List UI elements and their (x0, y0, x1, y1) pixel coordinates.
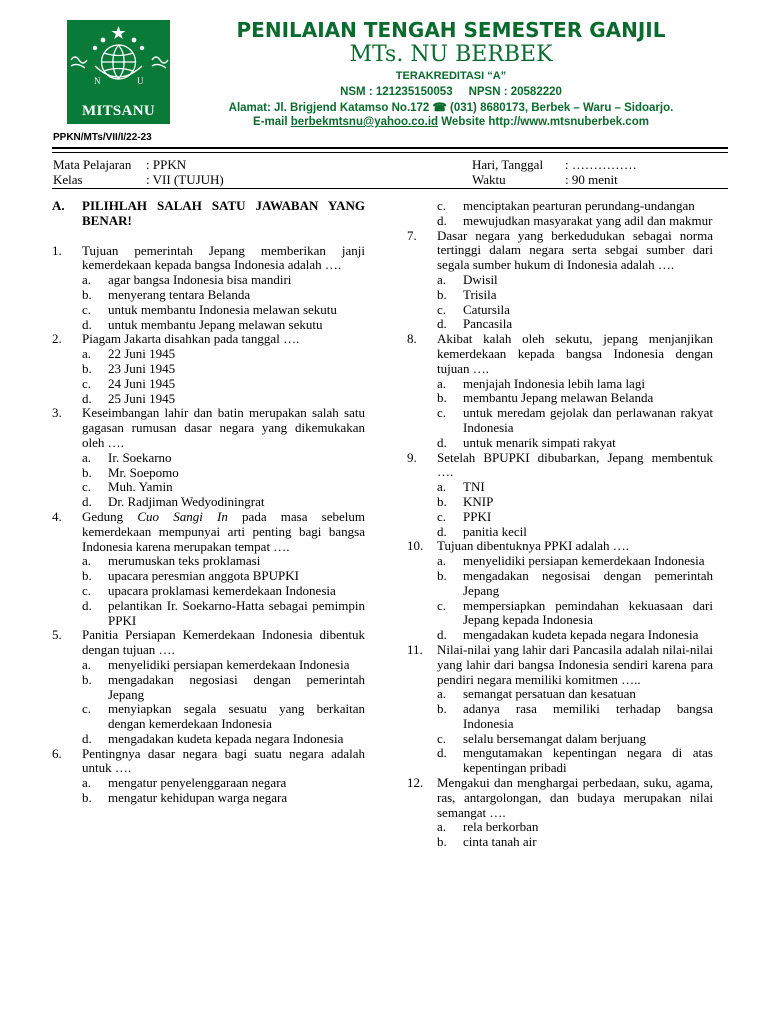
option-letter: d. (82, 597, 92, 613)
option-d[interactable] (437, 214, 713, 229)
option-c[interactable] (437, 510, 713, 525)
logo-text: MITSANU (82, 103, 155, 119)
option-b[interactable] (437, 288, 713, 303)
option-text: mempersiapkan pemindahan kekuasaan dari Jepang kepada Indonesia (463, 597, 713, 628)
option-letter: c. (437, 597, 447, 613)
option-text: TNI (463, 479, 485, 495)
option-c[interactable] (82, 584, 365, 599)
option-d[interactable] (82, 392, 365, 407)
option-letter: b. (82, 790, 92, 806)
question-number: 7. (407, 227, 417, 243)
question-7 (407, 229, 713, 273)
section-letter: A. (52, 198, 65, 213)
question-number: 8. (407, 331, 417, 347)
option-c[interactable] (82, 303, 365, 318)
option-letter: b. (437, 701, 447, 717)
subject-label: Mata Pelajaran (53, 157, 132, 172)
option-letter: a. (82, 656, 92, 672)
option-text: Ir. Soekarno (108, 449, 172, 465)
option-c[interactable] (82, 480, 365, 495)
option-text: untuk membantu Jepang melawan sekutu (108, 316, 323, 332)
option-letter: d. (437, 212, 447, 228)
left-column (52, 198, 369, 806)
option-text: PPKI (463, 508, 492, 524)
info-rule (52, 188, 728, 189)
header-rule (52, 147, 728, 149)
nsm-npsn: NSM : 121235150053 NPSN : 20582220 (340, 86, 562, 98)
question-text: Panitia Persiapan Kemerdekaan Indonesia dibentuk dengan tujuan …. (82, 627, 365, 658)
time-label: Waktu (472, 172, 506, 187)
accreditation: TERAKREDITASI “A” (395, 70, 507, 82)
option-c[interactable] (82, 702, 365, 732)
subject-value: : PPKN (146, 157, 187, 172)
school-logo (67, 20, 170, 124)
option-letter: b. (437, 834, 447, 850)
option-text: Catursila (463, 301, 510, 317)
option-letter: a. (437, 271, 447, 287)
option-c[interactable] (437, 599, 713, 629)
option-letter: d. (82, 730, 92, 746)
svg-text:U: U (137, 76, 144, 86)
option-text: mengatur penyelenggaraan negara (108, 775, 287, 791)
option-b[interactable] (437, 835, 713, 850)
option-d[interactable] (82, 599, 365, 629)
option-text: menyelidiki persiapan kemerdekaan Indonesia (108, 656, 350, 672)
option-c[interactable] (437, 732, 713, 747)
question-number: 9. (407, 449, 417, 465)
option-a[interactable] (437, 377, 713, 392)
option-text: panitia kecil (463, 523, 527, 539)
question-text-end: pada masa sebelum kemerdekaan mempunyai arti penting bagi bangsa Indonesia karena merupakan tempat …. (82, 508, 369, 554)
option-letter: c. (437, 405, 447, 421)
option-b[interactable] (437, 391, 713, 406)
question-11 (407, 643, 713, 687)
option-text: pelantikan Ir. Soekarno-Hatta sebagai pemimpin PPKI (108, 597, 365, 628)
option-letter: d. (437, 627, 447, 643)
option-text: Dwisil (463, 271, 498, 287)
option-b[interactable] (82, 466, 365, 481)
question-text: Tujuan dibentuknya PPKI adalah …. (437, 538, 629, 554)
option-letter: a. (82, 272, 92, 288)
question-number: 1. (52, 242, 62, 258)
option-d[interactable] (437, 317, 713, 332)
option-letter: a. (82, 775, 92, 791)
question-2 (52, 332, 365, 347)
question-text: Setelah BPUPKI dibubarkan, Jepang membentuk …. (437, 449, 713, 480)
option-d[interactable] (437, 628, 713, 643)
option-letter: c. (82, 582, 92, 598)
option-text: mengadakan negosiasi dengan pemerintah Jepang (108, 671, 365, 702)
option-letter: a. (82, 449, 92, 465)
question-text: Nilai-nilai yang lahir dari Pancasila adalah nilai-nilai yang lahir dari bangsa Indonesia sendiri karena para pendiri negara memiliki komitmen ….. (437, 641, 713, 687)
option-text: mengadakan kudeta kepada negara Indonesia (108, 730, 344, 746)
question-8 (407, 332, 713, 376)
option-text: untuk menarik simpati rakyat (463, 434, 616, 450)
time-value: : 90 menit (565, 172, 618, 187)
option-letter: c. (82, 301, 92, 317)
contact-line (172, 116, 730, 128)
option-text: menyerang tentara Belanda (108, 286, 251, 302)
exam-title: PENILAIAN TENGAH SEMESTER GANJIL (236, 18, 666, 42)
option-text: rela berkorban (463, 819, 539, 835)
class-value: : VII (TUJUH) (146, 172, 224, 187)
question-6 (52, 747, 365, 777)
option-letter: b. (437, 286, 447, 302)
option-letter: a. (437, 553, 447, 569)
question-1 (52, 244, 365, 274)
question-text (82, 508, 369, 554)
question-10 (407, 539, 713, 554)
option-d[interactable] (82, 732, 365, 747)
option-text: semangat persatuan dan kesatuan (463, 686, 636, 702)
option-letter: d. (437, 523, 447, 539)
question-5 (52, 628, 365, 658)
school-address: Alamat: Jl. Brigjend Katamso No.172 ☎ (031) 8680173, Berbek – Waru – Sidoarjo. (228, 102, 674, 114)
question-3 (52, 406, 365, 450)
header-rule-thin (52, 152, 728, 153)
option-letter: a. (82, 553, 92, 569)
question-number: 12. (407, 775, 424, 791)
section-heading (52, 199, 365, 229)
question-number: 4. (52, 508, 62, 524)
option-letter: a. (82, 346, 92, 362)
option-a[interactable] (82, 658, 365, 673)
question-4 (52, 508, 369, 554)
option-a[interactable] (437, 480, 713, 495)
question-12 (407, 776, 713, 820)
option-a[interactable] (82, 776, 365, 791)
option-text: upacara proklamasi kemerdekaan Indonesia (108, 582, 336, 598)
option-text: mewujudkan masyarakat yang adil dan makmur (463, 212, 713, 228)
option-text: KNIP (463, 493, 494, 509)
option-letter: d. (82, 494, 92, 510)
option-letter: b. (82, 568, 92, 584)
option-letter: c. (82, 479, 92, 495)
option-c[interactable] (82, 377, 365, 392)
option-letter: a. (437, 819, 447, 835)
option-letter: b. (82, 286, 92, 302)
option-b[interactable] (82, 673, 365, 703)
option-text: Mr. Soepomo (108, 464, 179, 480)
option-letter: a. (437, 479, 447, 495)
nu-emblem-icon (67, 22, 170, 94)
question-number: 6. (52, 745, 62, 761)
question-text: Keseimbangan lahir dan batin merupakan salah satu gagasan rumusan dasar negara yang dikemukakan oleh …. (82, 405, 365, 450)
option-c[interactable] (437, 406, 713, 436)
time-row (472, 172, 618, 187)
option-text: mengadakan negosisai dengan pemerintah Jepang (463, 567, 713, 598)
option-text: menciptakan pearturan perundang-undangan (463, 198, 695, 213)
question-text: Dasar negara yang berkedudukan sebagai norma tertinggi dalam negara serta sebgai sumber dari segala sumber hukum di Indonesia adalah …. (437, 227, 713, 273)
document-code: PPKN/MTs/VII/I/22-23 (53, 132, 152, 143)
option-text: merumuskan teks proklamasi (108, 553, 261, 569)
option-text: Pancasila (463, 316, 513, 332)
option-b[interactable] (82, 362, 365, 377)
right-column (407, 199, 713, 850)
option-letter: d. (82, 316, 92, 332)
date-value: : …………… (565, 157, 637, 172)
question-number: 2. (52, 331, 62, 347)
option-text: agar bangsa Indonesia bisa mandiri (108, 272, 292, 288)
option-letter: c. (82, 375, 92, 391)
option-a[interactable] (437, 554, 713, 569)
option-d[interactable] (437, 746, 713, 776)
option-b[interactable] (437, 495, 713, 510)
option-text: mengadakan kudeta kepada negara Indonesia (463, 627, 699, 643)
date-row (472, 157, 637, 172)
option-a[interactable] (82, 554, 365, 569)
option-text: Dr. Radjiman Wedyodiningrat (108, 494, 265, 510)
option-a[interactable] (82, 347, 365, 362)
email-label: E-mail (253, 116, 291, 128)
option-letter: c. (437, 301, 447, 317)
option-text: 24 Juni 1945 (108, 375, 176, 391)
option-text: menyelidiki persiapan kemerdekaan Indonesia (463, 553, 705, 569)
option-letter: c. (437, 730, 447, 746)
question-number: 10. (407, 538, 424, 554)
option-letter: d. (437, 316, 447, 332)
option-letter: b. (82, 464, 92, 480)
option-b[interactable] (82, 288, 365, 303)
option-d[interactable] (82, 495, 365, 510)
option-letter: b. (82, 671, 92, 687)
website-text: Website http://www.mtsnuberbek.com (438, 116, 649, 128)
class-row (53, 172, 224, 187)
question-text: Mengakui dan menghargai perbedaan, suku, agama, ras, antargolongan, dan budaya merupakan nilai semangat …. (437, 775, 713, 820)
option-text: adanya rasa memiliki terhadap bangsa Indonesia (463, 701, 713, 731)
option-c[interactable] (437, 303, 713, 318)
question-text: Pentingnya dasar negara bagi suatu negara adalah untuk …. (82, 745, 365, 776)
option-text: selalu bersemangat dalam berjuang (463, 730, 647, 746)
option-letter: d. (82, 390, 92, 406)
option-text: upacara peresmian anggota BPUPKI (108, 568, 299, 584)
school-name: MTs. NU BERBEK (349, 42, 553, 67)
option-a[interactable] (437, 820, 713, 835)
option-b[interactable] (82, 791, 365, 806)
svg-text:N: N (94, 76, 101, 86)
option-b[interactable] (437, 702, 713, 732)
question-number: 11. (407, 641, 423, 657)
option-b[interactable] (82, 569, 365, 584)
option-text: Trisila (463, 286, 497, 302)
question-text-start: Gedung (82, 508, 138, 524)
option-text: menyiapkan segala sesuatu yang berkaitan dengan kemerdekaan Indonesia (108, 701, 365, 732)
option-letter: b. (82, 360, 92, 376)
class-label: Kelas (53, 172, 83, 187)
subject-row (53, 157, 186, 172)
date-label: Hari, Tanggal (472, 157, 544, 172)
option-letter: d. (437, 745, 447, 761)
section-title: PILIHLAH SALAH SATU JAWABAN YANG BENAR! (82, 198, 365, 228)
option-text: Muh. Yamin (108, 479, 173, 495)
option-c[interactable] (437, 199, 713, 214)
question-number: 3. (52, 405, 62, 421)
option-a[interactable] (437, 273, 713, 288)
email-link[interactable]: berbekmtsnu@yahoo.co.id (290, 116, 439, 128)
option-text: mengatur kehidupan warga negara (108, 790, 288, 806)
option-d[interactable] (437, 525, 713, 540)
option-d[interactable] (82, 318, 365, 333)
option-text: untuk membantu Indonesia melawan sekutu (108, 301, 337, 317)
option-letter: c. (82, 701, 92, 717)
question-9 (407, 451, 713, 481)
option-letter: a. (437, 375, 447, 391)
option-a[interactable] (82, 273, 365, 288)
option-letter: b. (437, 567, 447, 583)
option-text: 22 Juni 1945 (108, 346, 176, 362)
question-term: Cuo Sangi In (137, 508, 228, 524)
option-letter: c. (437, 198, 447, 213)
option-text: mengutamakan kepentingan negara di atas kepentingan pribadi (463, 745, 713, 776)
option-text: 23 Juni 1945 (108, 360, 176, 376)
option-letter: b. (437, 390, 447, 406)
option-letter: b. (437, 493, 447, 509)
option-d[interactable] (437, 436, 713, 451)
question-text: Piagam Jakarta disahkan pada tanggal …. (82, 331, 300, 347)
option-letter: c. (437, 508, 447, 524)
option-text: 25 Juni 1945 (108, 390, 176, 406)
option-b[interactable] (437, 569, 713, 599)
option-a[interactable] (82, 451, 365, 466)
option-text: cinta tanah air (463, 834, 537, 850)
option-letter: d. (437, 434, 447, 450)
question-text: Tujuan pemerintah Jepang memberikan janji kemerdekaan kepada bangsa Indonesia adalah …. (82, 242, 365, 273)
option-text: membantu Jepang melawan Belanda (463, 390, 654, 406)
question-number: 5. (52, 627, 62, 643)
option-text: menjajah Indonesia lebih lama lagi (463, 375, 645, 391)
option-text: untuk meredam gejolak dan perlawanan rakyat Indonesia (463, 405, 713, 435)
option-a[interactable] (437, 687, 713, 702)
question-text: Akibat kalah oleh sekutu, jepang menjanjikan kemerdekaan kepada bangsa Indonesia dengan tujuan …. (437, 331, 713, 376)
option-letter: a. (437, 686, 447, 702)
